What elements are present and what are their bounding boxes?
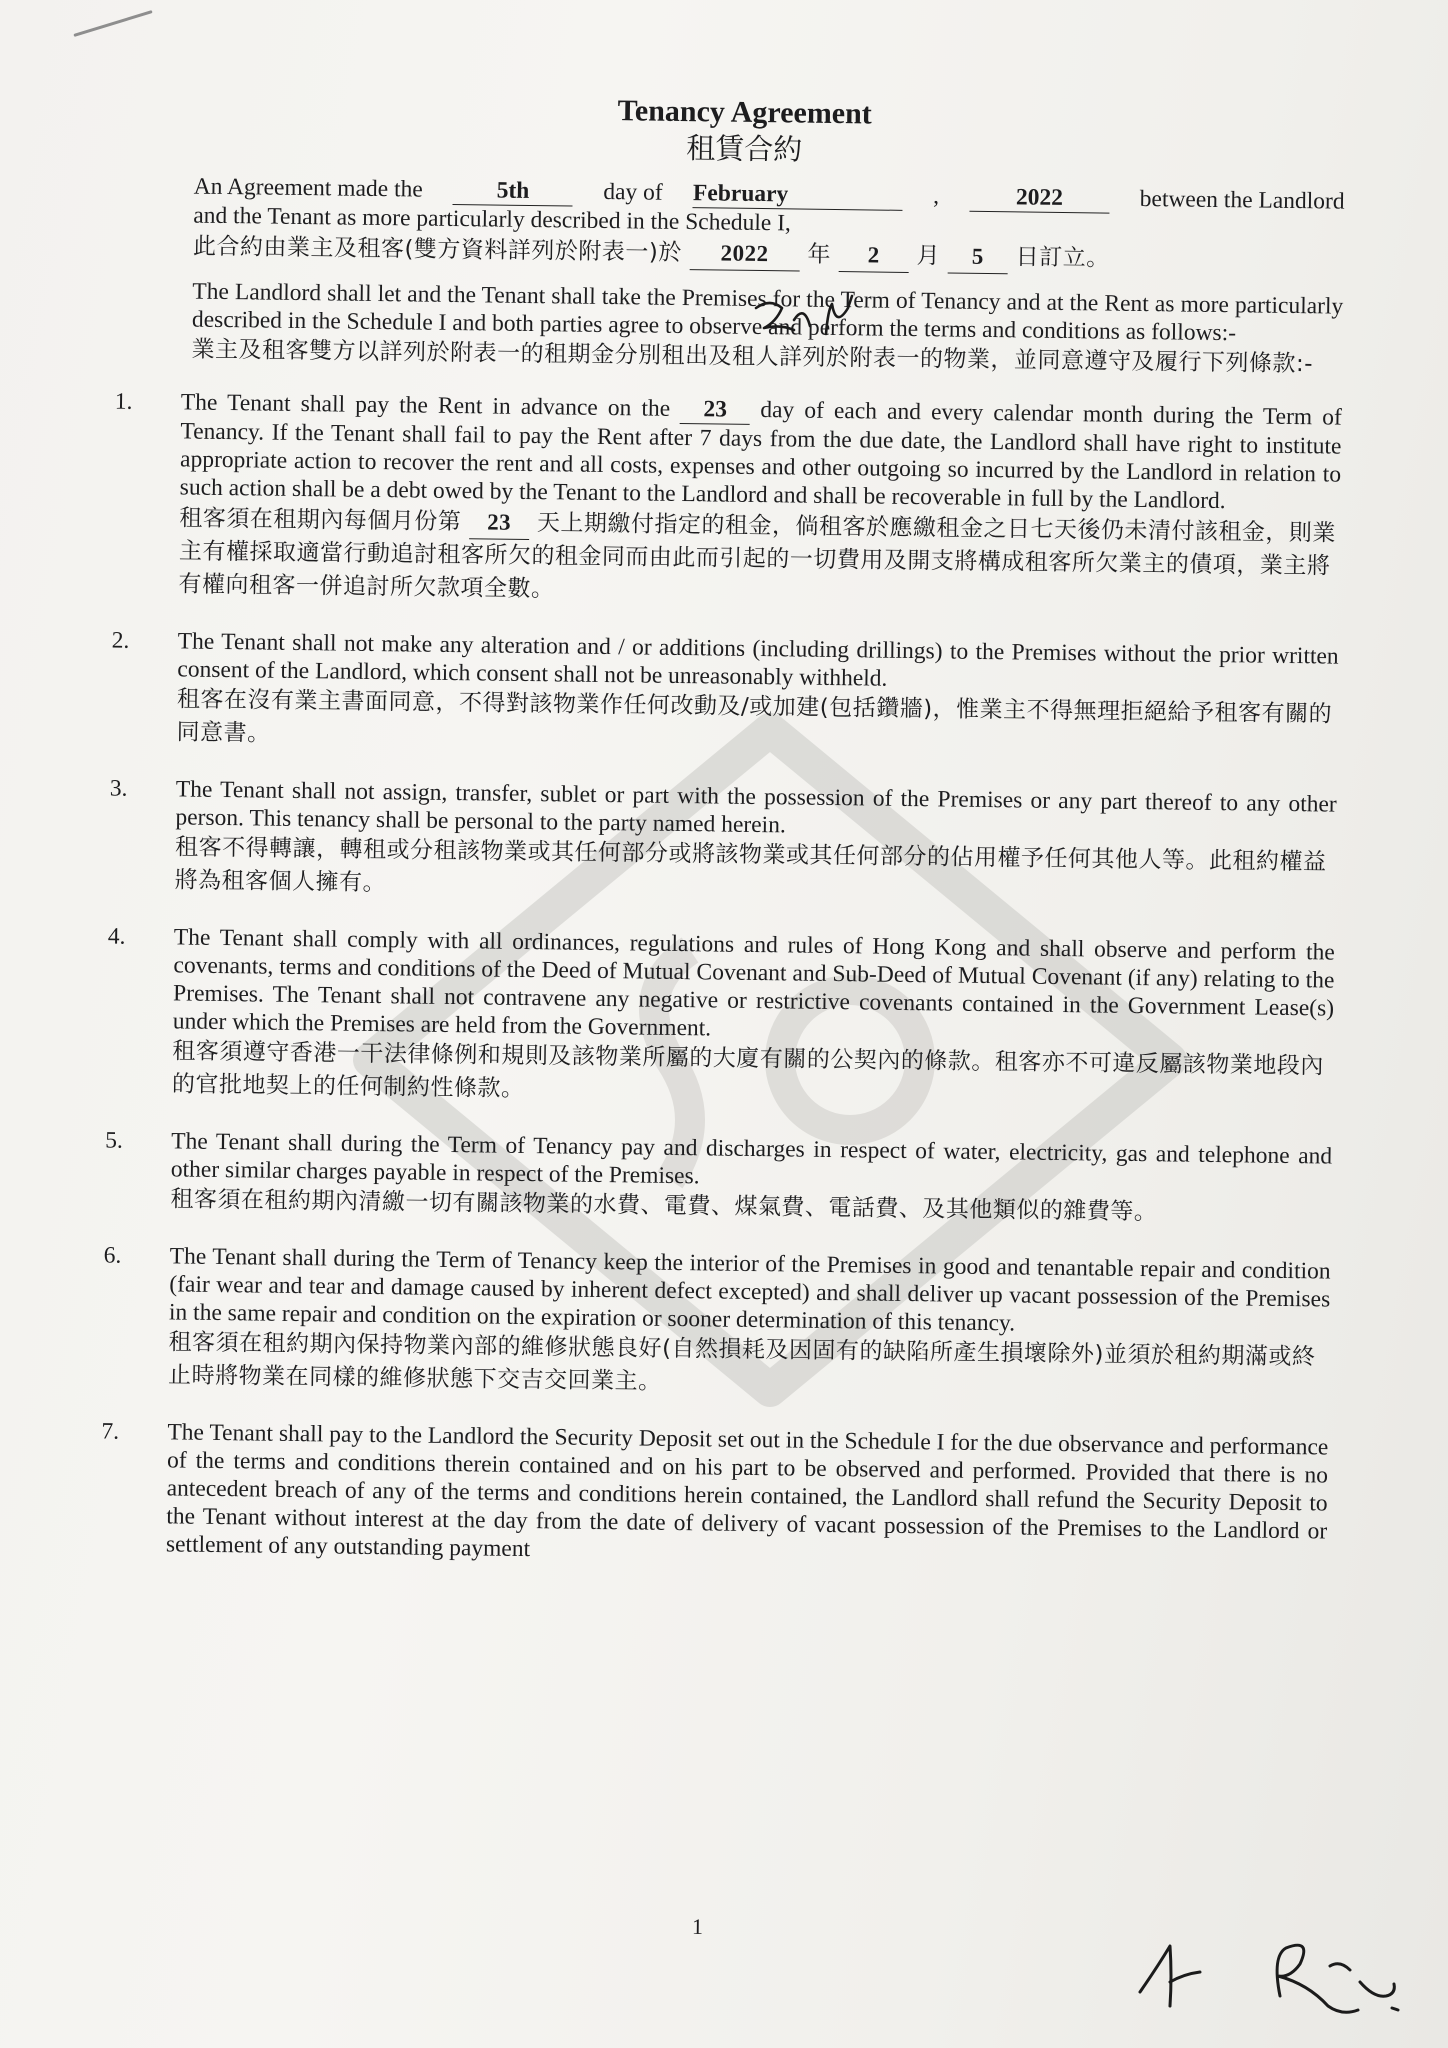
rent-day-field-zh: 23 [469, 505, 529, 540]
handwritten-initials-footer [1130, 1922, 1420, 2042]
clause-4-zh: 租客須遵守香港一干法律條例和規則及該物業所屬的大廈有關的公契內的條款。租客亦不可違反屬該物業地段內的官批地契上的任何制約性條款。 [171, 1038, 1324, 1102]
clause-number: 7. [101, 1418, 120, 1445]
clause-number: 3. [109, 775, 128, 802]
intro-zh-day-label: 日訂立。 [1015, 244, 1110, 272]
document-title-zh: 租賃合約 [686, 131, 803, 167]
intro-year-field: 2022 [969, 183, 1109, 214]
clause-5-en: The Tenant shall during the Term of Tenancy pay and discharges in respect of water, electricity, gas and telephone and other similar charges payable in respect of the Premises. [170, 1128, 1333, 1190]
document-body [101, 88, 1345, 1600]
clause-1-zh [178, 501, 1340, 616]
clause-1-en-after: day of each and every calendar month during the Term of Tenancy. If the Tenant shall fail to pay the Rent after 7 days from the due date, the Landlord shall have right to institute appropriate action to recover the rent and all costs, expenses and other outgoing so incurred by the Landlord in relation to such action shall be a debt owed by the Tenant to the Landlord and shall be recoverable in full by the Landlord. [179, 397, 1342, 515]
clause-1 [114, 388, 1342, 616]
clause-5 [105, 1127, 1333, 1231]
preamble-en: The Landlord shall let and the Tenant shall take the Premises for the Term of Tenancy and at the Rent as more particularly described in the Schedule I and both parties agree to observe and perform the terms and conditions as follows:- [191, 278, 1344, 347]
clause-3 [109, 775, 1337, 912]
clause-number: 2. [111, 627, 130, 654]
intro-zh-text: 此合約由業主及租客(雙方資料詳列於附表一)於 [192, 233, 683, 266]
clause-3-en: The Tenant shall not assign, transfer, sublet or part with the possession of the Premises or any part thereof to any other person. This tenancy shall be personal to the party named herein. [175, 776, 1337, 839]
page-number: 1 [691, 1913, 704, 1940]
intro [146, 172, 1344, 382]
clause-4 [107, 923, 1335, 1116]
clause-6-en: The Tenant shall during the Term of Tenancy keep the interior of the Premises in good and tenantable repair and condition (fair wear and tear and damage caused by inherent defect excepted) and shall deliver up vacant possession of the Premises in the same repair and condition on the expiration or sooner determination of this tenancy. [168, 1243, 1331, 1337]
intro-comma: , [933, 183, 940, 210]
intro-text-1: An Agreement made the [193, 173, 423, 203]
clause-6-zh: 租客須在租約期內保持物業內部的維修狀態良好(自然損耗及因固有的缺陷所產生損壞除外)並須於租約期滿或終止時將物業在同樣的維修狀態下交吉交回業主。 [167, 1329, 1316, 1395]
clause-number: 4. [107, 923, 126, 950]
intro-line-2: and the Tenant as more particularly described in the Schedule I, [193, 202, 792, 237]
intro-zh-month-label: 月 [916, 243, 941, 270]
rent-day-field: 23 [680, 395, 750, 425]
preamble-zh: 業主及租客雙方以詳列於附表一的租期金分別租出及租人詳列於附表一的物業，並同意遵守及履行下列條款:- [191, 336, 1314, 378]
clause-1-zh-after: 天上期繳付指定的租金，倘租客於應繳租金之日七天後仍未清付該租金，則業主有權採取適當行動追討租客所欠的租金同而由此而引起的一切費用及開支將構成租客所欠業主的債項，業主將有權向租客一併追討所欠款項全數。 [178, 510, 1337, 603]
clause-2-zh: 租客在沒有業主書面同意，不得對該物業作任何改動及/或加建(包括鑽牆)，惟業主不得無理拒絕給予租客有關的同意書。 [176, 686, 1333, 747]
clause-number: 5. [105, 1127, 124, 1154]
intro-zh-year-label: 年 [807, 241, 832, 268]
intro-month-field: February [693, 179, 903, 211]
intro-day-field: 5th [453, 176, 573, 207]
clause-1-zh-before: 租客須在租期內每個月份第 [179, 505, 462, 536]
clause-5-zh: 租客須在租約期內清繳一切有關該物業的水費、電費、煤氣費、電話費、及其他類似的雜費等。 [170, 1186, 1158, 1226]
clause-3-zh: 租客不得轉讓，轉租或分租該物業或其任何部分或將該物業或其任何部分的佔用權予任何其他人等。此租約權益將為租客個人擁有。 [174, 834, 1327, 897]
pen-mark [73, 10, 152, 37]
clause-2 [111, 627, 1339, 764]
clause-list [101, 388, 1342, 1574]
document-title: Tenancy Agreement [617, 94, 873, 131]
clause-1-en [180, 388, 1342, 516]
clause-7 [101, 1418, 1329, 1573]
handwritten-initials-date [750, 290, 880, 346]
clause-2-en: The Tenant shall not make any alteration and / or additions (including drillings) to the Premises without the prior written consent of the Landlord, which consent shall not be unreasonably withheld. [177, 628, 1339, 692]
clause-number: 6. [103, 1242, 122, 1269]
clause-number: 1. [114, 388, 133, 415]
intro-text-2: day of [603, 178, 663, 206]
clause-6 [103, 1242, 1331, 1407]
clause-4-en: The Tenant shall comply with all ordinances, regulations and rules of Hong Kong and shall observe and perform the covenants, terms and conditions of the Deed of Mutual Covenant and Sub-Deed of Mutual Covenant (if any) relating to the Premises. The Tenant shall not contravene any negative or restrictive covenants contained in the Government Lease(s) under which the Premises are held from the Government. [172, 924, 1335, 1042]
intro-zh-month-field: 2 [839, 238, 909, 273]
clause-7-en: The Tenant shall pay to the Landlord the Security Deposit set out in the Schedule I for the due observance and performance of the terms and conditions therein contained and on his part to be observed and performed. Provided that there is no antecedent breach of any of the terms and conditions herein contained, the Landlord shall refund the Security Deposit to the Tenant without interest at the day from the date of delivery of vacant possession of the Premises to the Landlord or settlement of any outstanding payment [165, 1419, 1329, 1563]
clause-1-en-before: The Tenant shall pay the Rent in advance on the [180, 389, 671, 422]
intro-zh-day-field: 5 [948, 239, 1008, 274]
intro-text-3: between the Landlord [1139, 185, 1345, 215]
intro-zh-year-field: 2022 [689, 236, 799, 271]
